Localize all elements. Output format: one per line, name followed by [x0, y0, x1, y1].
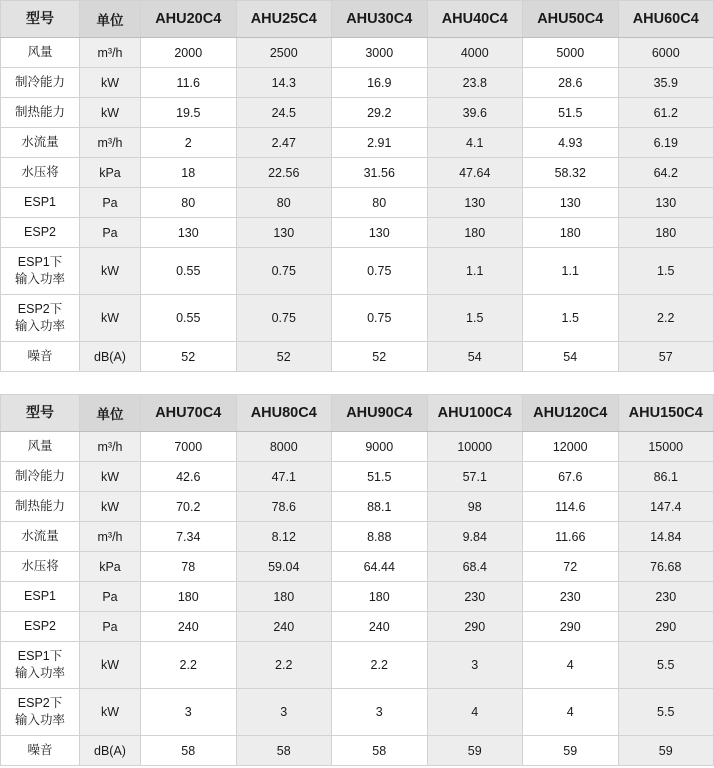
header-unit: 单位: [80, 1, 141, 38]
cell-value: 64.2: [618, 158, 714, 188]
cell-value: 3000: [332, 38, 428, 68]
cell-value: 114.6: [523, 492, 619, 522]
cell-value: 8.88: [332, 522, 428, 552]
cell-value: 80: [141, 188, 237, 218]
row-label-line: 输入功率: [14, 319, 65, 333]
row-unit: Pa: [80, 612, 141, 642]
header-model-AHU150C4: AHU150C4: [618, 395, 714, 432]
cell-value: 240: [236, 612, 332, 642]
cell-value: 68.4: [427, 552, 523, 582]
cell-value: 2500: [236, 38, 332, 68]
cell-value: 1.1: [427, 248, 523, 295]
row-label: [1, 522, 80, 552]
cell-value: 14.3: [236, 68, 332, 98]
row-unit: dB(A): [80, 342, 141, 372]
row-label-line: 输入功率: [14, 272, 65, 286]
row-unit: m³/h: [80, 128, 141, 158]
cell-value: 22.56: [236, 158, 332, 188]
table-header-row: [1, 1, 714, 38]
cell-value: 290: [523, 612, 619, 642]
row-label-line: 输入功率: [14, 666, 65, 680]
row-label-line: ESP1: [24, 195, 56, 210]
cell-value: 2: [141, 128, 237, 158]
cell-value: 4: [523, 689, 619, 736]
cell-value: 76.68: [618, 552, 714, 582]
row-label: [1, 68, 80, 98]
cell-value: 3: [141, 689, 237, 736]
cell-value: 35.9: [618, 68, 714, 98]
row-unit: m³/h: [80, 432, 141, 462]
cell-value: 290: [618, 612, 714, 642]
cell-value: 10000: [427, 432, 523, 462]
cell-value: 2.2: [618, 295, 714, 342]
cell-value: 147.4: [618, 492, 714, 522]
cell-value: 0.75: [236, 295, 332, 342]
header-model-AHU20C4: AHU20C4: [141, 1, 237, 38]
cell-value: 7000: [141, 432, 237, 462]
cell-value: 52: [236, 342, 332, 372]
cell-value: 57.1: [427, 462, 523, 492]
row-unit: kPa: [80, 552, 141, 582]
row-label: [1, 492, 80, 522]
header-model-AHU25C4: AHU25C4: [236, 1, 332, 38]
row-label: [1, 342, 80, 372]
cell-value: 180: [427, 218, 523, 248]
cell-value: 51.5: [332, 462, 428, 492]
table-row: [1, 642, 714, 689]
cell-value: 23.8: [427, 68, 523, 98]
cell-value: 16.9: [332, 68, 428, 98]
table-row: [1, 158, 714, 188]
table-row: [1, 295, 714, 342]
cell-value: 6.19: [618, 128, 714, 158]
cell-value: 28.6: [523, 68, 619, 98]
cell-value: 59: [523, 736, 619, 766]
row-label: [1, 295, 80, 342]
table-header-row: [1, 395, 714, 432]
cell-value: 3: [332, 689, 428, 736]
cell-value: 88.1: [332, 492, 428, 522]
row-label: [1, 552, 80, 582]
cell-value: 180: [523, 218, 619, 248]
cell-value: 15000: [618, 432, 714, 462]
row-unit: Pa: [80, 188, 141, 218]
cell-value: 14.84: [618, 522, 714, 552]
row-label: [1, 158, 80, 188]
row-label-line: 风量: [27, 45, 53, 60]
row-label-line: 制冷能力: [14, 469, 65, 484]
cell-value: 2.2: [236, 642, 332, 689]
cell-value: 130: [523, 188, 619, 218]
row-label-line: 水流量: [21, 135, 59, 150]
cell-value: 9000: [332, 432, 428, 462]
row-label: [1, 582, 80, 612]
table-row: [1, 582, 714, 612]
row-label-line: 制热能力: [14, 105, 65, 120]
row-unit: kW: [80, 68, 141, 98]
row-label: [1, 462, 80, 492]
cell-value: 2.91: [332, 128, 428, 158]
cell-value: 5.5: [618, 689, 714, 736]
cell-value: 57: [618, 342, 714, 372]
cell-value: 72: [523, 552, 619, 582]
cell-value: 9.84: [427, 522, 523, 552]
cell-value: 290: [427, 612, 523, 642]
row-unit: Pa: [80, 218, 141, 248]
cell-value: 1.5: [618, 248, 714, 295]
row-unit: m³/h: [80, 522, 141, 552]
row-label: [1, 432, 80, 462]
row-label-line: 水压将: [21, 165, 59, 180]
cell-value: 59: [427, 736, 523, 766]
cell-value: 3: [427, 642, 523, 689]
cell-value: 130: [141, 218, 237, 248]
cell-value: 58: [236, 736, 332, 766]
table-row: [1, 342, 714, 372]
cell-value: 6000: [618, 38, 714, 68]
row-label-line: ESP1下: [17, 649, 63, 664]
row-unit: Pa: [80, 582, 141, 612]
cell-value: 39.6: [427, 98, 523, 128]
row-label-line: 噪音: [27, 349, 53, 364]
cell-value: 51.5: [523, 98, 619, 128]
cell-value: 58: [332, 736, 428, 766]
table-row: [1, 492, 714, 522]
cell-value: 47.1: [236, 462, 332, 492]
cell-value: 78.6: [236, 492, 332, 522]
cell-value: 52: [141, 342, 237, 372]
header-model-AHU40C4: AHU40C4: [427, 1, 523, 38]
row-label-line: ESP1: [24, 589, 56, 604]
cell-value: 1.5: [523, 295, 619, 342]
row-unit: kW: [80, 642, 141, 689]
row-label-line: ESP2下: [17, 302, 63, 317]
cell-value: 1.5: [427, 295, 523, 342]
row-label-line: 水流量: [21, 529, 59, 544]
table-row: [1, 736, 714, 766]
header-model-AHU70C4: AHU70C4: [141, 395, 237, 432]
header-unit: 单位: [80, 395, 141, 432]
cell-value: 18: [141, 158, 237, 188]
cell-value: 130: [618, 188, 714, 218]
cell-value: 59: [618, 736, 714, 766]
cell-value: 180: [236, 582, 332, 612]
row-label: [1, 98, 80, 128]
header-model-AHU80C4: AHU80C4: [236, 395, 332, 432]
cell-value: 31.56: [332, 158, 428, 188]
table-row: [1, 218, 714, 248]
cell-value: 47.64: [427, 158, 523, 188]
header-model: 型号: [1, 395, 80, 432]
cell-value: 61.2: [618, 98, 714, 128]
table-row: [1, 248, 714, 295]
cell-value: 2.2: [332, 642, 428, 689]
header-model-AHU90C4: AHU90C4: [332, 395, 428, 432]
header-model-AHU30C4: AHU30C4: [332, 1, 428, 38]
cell-value: 4: [523, 642, 619, 689]
cell-value: 180: [332, 582, 428, 612]
row-label-line: 风量: [27, 439, 53, 454]
cell-value: 5000: [523, 38, 619, 68]
row-label-line: ESP2: [24, 225, 56, 240]
row-unit: kW: [80, 462, 141, 492]
row-label: [1, 689, 80, 736]
cell-value: 8000: [236, 432, 332, 462]
cell-value: 180: [618, 218, 714, 248]
cell-value: 78: [141, 552, 237, 582]
row-unit: dB(A): [80, 736, 141, 766]
header-model-AHU60C4: AHU60C4: [618, 1, 714, 38]
cell-value: 2.47: [236, 128, 332, 158]
cell-value: 11.66: [523, 522, 619, 552]
table-row: [1, 98, 714, 128]
cell-value: 5.5: [618, 642, 714, 689]
cell-value: 4.93: [523, 128, 619, 158]
cell-value: 130: [332, 218, 428, 248]
row-unit: kW: [80, 295, 141, 342]
cell-value: 42.6: [141, 462, 237, 492]
row-label: [1, 218, 80, 248]
row-label-line: 噪音: [27, 743, 53, 758]
table-row: [1, 38, 714, 68]
cell-value: 0.55: [141, 295, 237, 342]
cell-value: 29.2: [332, 98, 428, 128]
row-unit: kW: [80, 492, 141, 522]
row-unit: kPa: [80, 158, 141, 188]
cell-value: 0.75: [236, 248, 332, 295]
table-row: [1, 552, 714, 582]
header-model-AHU120C4: AHU120C4: [523, 395, 619, 432]
header-model: 型号: [1, 1, 80, 38]
row-label-line: ESP2下: [17, 696, 63, 711]
row-unit: kW: [80, 98, 141, 128]
cell-value: 70.2: [141, 492, 237, 522]
header-model-AHU50C4: AHU50C4: [523, 1, 619, 38]
cell-value: 130: [236, 218, 332, 248]
cell-value: 0.55: [141, 248, 237, 295]
row-label-line: 水压将: [21, 559, 59, 574]
row-label-line: ESP1下: [17, 255, 63, 270]
row-label: [1, 736, 80, 766]
cell-value: 230: [618, 582, 714, 612]
cell-value: 4: [427, 689, 523, 736]
row-label-line: 制冷能力: [14, 75, 65, 90]
row-label-line: ESP2: [24, 619, 56, 634]
cell-value: 4.1: [427, 128, 523, 158]
cell-value: 7.34: [141, 522, 237, 552]
row-label: [1, 38, 80, 68]
cell-value: 80: [236, 188, 332, 218]
table-row: [1, 68, 714, 98]
table-row: [1, 432, 714, 462]
header-model-AHU100C4: AHU100C4: [427, 395, 523, 432]
row-label: [1, 642, 80, 689]
cell-value: 24.5: [236, 98, 332, 128]
cell-value: 64.44: [332, 552, 428, 582]
cell-value: 230: [523, 582, 619, 612]
cell-value: 86.1: [618, 462, 714, 492]
cell-value: 8.12: [236, 522, 332, 552]
cell-value: 230: [427, 582, 523, 612]
table-row: [1, 462, 714, 492]
row-unit: m³/h: [80, 38, 141, 68]
cell-value: 0.75: [332, 295, 428, 342]
cell-value: 59.04: [236, 552, 332, 582]
spec-table: [0, 394, 714, 766]
cell-value: 130: [427, 188, 523, 218]
table-row: [1, 128, 714, 158]
table-row: [1, 188, 714, 218]
cell-value: 58.32: [523, 158, 619, 188]
row-unit: kW: [80, 248, 141, 295]
table-row: [1, 522, 714, 552]
cell-value: 54: [427, 342, 523, 372]
cell-value: 1.1: [523, 248, 619, 295]
row-label: [1, 188, 80, 218]
table-row: [1, 612, 714, 642]
cell-value: 12000: [523, 432, 619, 462]
cell-value: 4000: [427, 38, 523, 68]
cell-value: 80: [332, 188, 428, 218]
spec-table: [0, 0, 714, 372]
cell-value: 58: [141, 736, 237, 766]
table-row: [1, 689, 714, 736]
cell-value: 19.5: [141, 98, 237, 128]
cell-value: 52: [332, 342, 428, 372]
cell-value: 54: [523, 342, 619, 372]
row-label-line: 制热能力: [14, 499, 65, 514]
cell-value: 180: [141, 582, 237, 612]
cell-value: 3: [236, 689, 332, 736]
row-label: [1, 128, 80, 158]
cell-value: 240: [141, 612, 237, 642]
cell-value: 0.75: [332, 248, 428, 295]
cell-value: 240: [332, 612, 428, 642]
cell-value: 2.2: [141, 642, 237, 689]
row-unit: kW: [80, 689, 141, 736]
cell-value: 2000: [141, 38, 237, 68]
row-label: [1, 248, 80, 295]
cell-value: 67.6: [523, 462, 619, 492]
cell-value: 98: [427, 492, 523, 522]
row-label-line: 输入功率: [14, 713, 65, 727]
row-label: [1, 612, 80, 642]
cell-value: 11.6: [141, 68, 237, 98]
